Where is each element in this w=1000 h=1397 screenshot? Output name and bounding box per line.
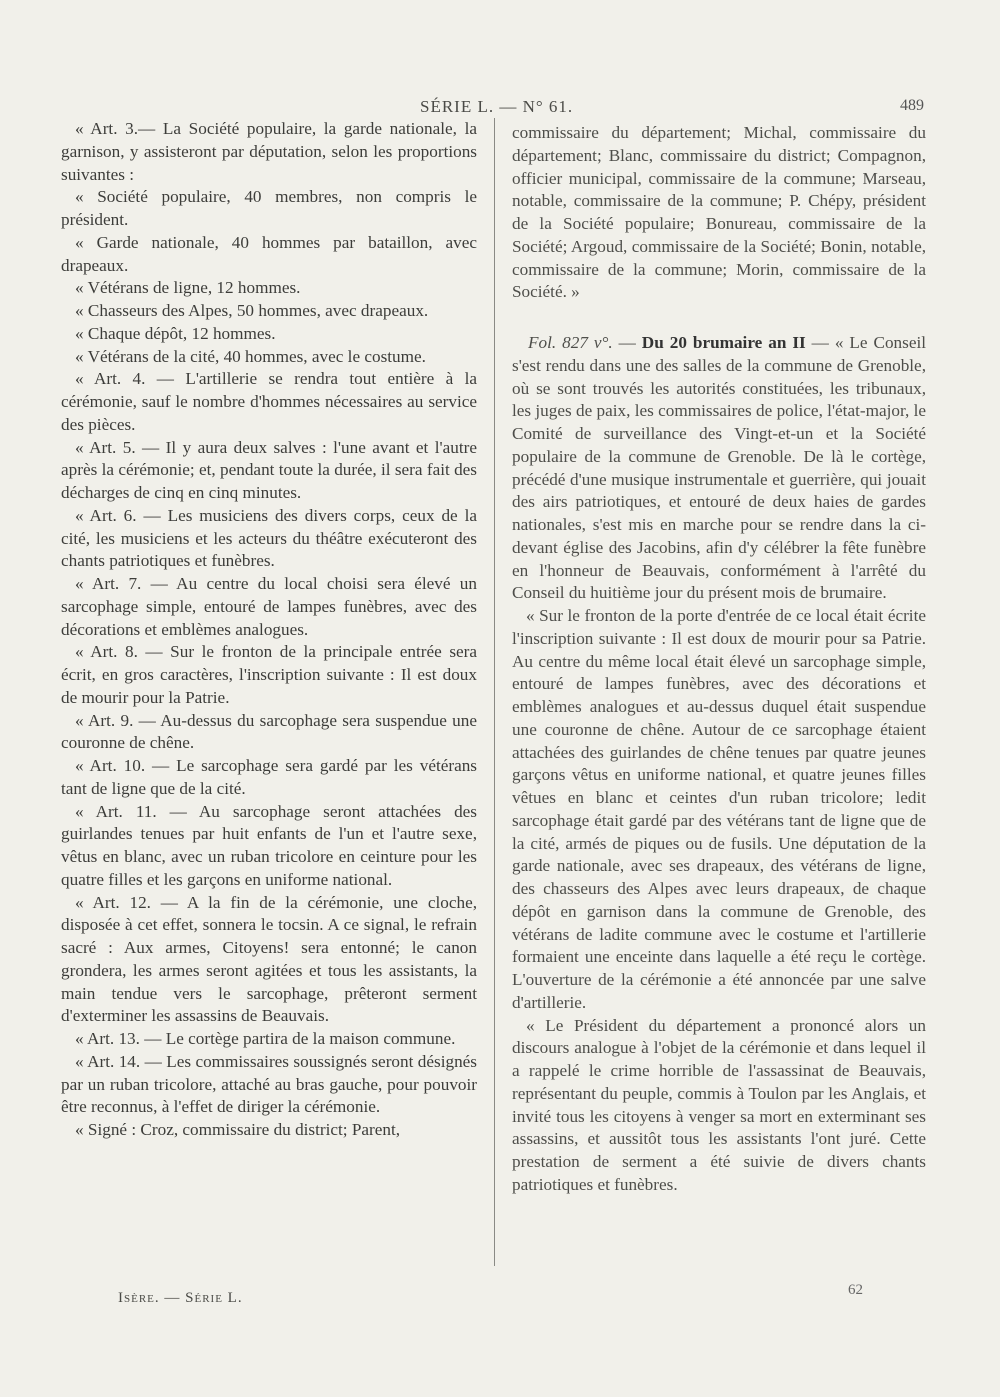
footer-series: Isère. — Série L. [118, 1290, 243, 1306]
paragraph: « Art. 13. — Le cortège partira de la maison commune. [75, 1029, 456, 1048]
continuation-paragraph: commissaire du département; Michal, commissaire du département; Blanc, commissaire du district; Compagnon, officier municipal, commissaire de la commune; Marseau, notable, commissaire de la commune; P. Chépy, président de la Société populaire; Bonureau, commissaire de la Société; Argoud, commissaire de la Société; Bonin, notable, commissaire de la commune; Morin, commissaire de la Société. » [512, 123, 926, 302]
paragraph: « Sur le fronton de la porte d'entrée de ce local était écrite l'inscription suivante : Il est doux de mourir pour sa Patrie. Au centre du même local était élevé un sarcophage simple, entouré de lampes funèbres, avec des décorations et emblèmes analogues et au-dessus duquel était suspendue une couronne de chêne. Autour de ce sarcophage étaient attachées des guirlandes de chêne tenues par quatre jeunes garçons vêtus en uniforme national, et quatre jeunes filles vêtues en blanc et ceintes d'un ruban tricolore; ledit sarcophage était gardé par des vétérans tant de ligne que de la cité, armés de piques ou de fusils. Une députation de la garde nationale, avec ses drapeaux, des vétérans de ligne, des chasseurs des Alpes avec leurs drapeaux, de chaque dépôt en garnison dans la commune de Grenoble, des vétérans de ladite commune avec le costume et l'artillerie formaient une enceinte dans laquelle a été reçu le cortège. L'ouverture de la cérémonie a été annoncée par une salve d'artillerie. [512, 606, 926, 1012]
paragraph: « Art. 5. — Il y aura deux salves : l'une avant et l'autre après la cérémonie; et, pendant toute la durée, il sera fait des décharges de cinq en cinq minutes. [61, 437, 477, 502]
right-column [512, 122, 926, 1197]
paragraph: « Signé : Croz, commissaire du district; Parent, [75, 1120, 401, 1139]
entry-text: « Le Conseil s'est rendu dans une des salles de la commune de Grenoble, où se sont trouvés les autorités constituées, les tribunaux, les juges de paix, les commissaires de police, l'état-major, le Comité de surveillance des Vingt-et-un et la Société populaire de la commune de Grenoble. De là le cortège, précédé d'une musique instrumentale et guerrière, qui jouait des airs patriotiques, et entouré de deux haies de gardes nationales, s'est mis en marche pour se rendre dans la ci-devant église des Jacobins, afin d'y célébrer la fête funèbre en l'honneur de Beauvais, conformément à l'arrêté du Conseil du huitième jour du présent mois de brumaire. [512, 333, 927, 603]
paragraph: « Art. 11. — Au sarcophage seront attachées des guirlandes tenues par huit enfants de l'un et l'autre sexe, vêtus en blanc, avec un ruban tricolore en ceinture pour les quatre filles et les garçons en uniforme national. [61, 801, 477, 889]
entry-date: Du 20 brumaire an II [641, 333, 806, 352]
paragraph: « Société populaire, 40 membres, non compris le président. [61, 187, 477, 229]
paragraph: « Art. 7. — Au centre du local choisi sera élevé un sarcophage simple, entouré de lampes funèbres, avec des décorations et emblèmes analogues. [61, 574, 477, 639]
paragraph: « Vétérans de la cité, 40 hommes, avec le costume. [75, 346, 426, 366]
footer-sheet-number: 62 [848, 1282, 863, 1298]
running-header: SÉRIE L. — N° 61. [420, 97, 574, 116]
paragraph: « Art. 10. — Le sarcophage sera gardé par les vétérans tant de ligne que de la cité. [61, 756, 477, 798]
paragraph: « Chaque dépôt, 12 hommes. [75, 323, 276, 343]
paragraph: « Art. 9. — Au-dessus du sarcophage sera suspendue une couronne de chêne. [61, 710, 477, 753]
paragraph: « Art. 8. — Sur le fronton de la principale entrée sera écrit, en gros caractères, l'inscription suivante : Il est doux de mourir pour la Patrie. [61, 642, 477, 707]
paragraph: « Art. 3.— La Société populaire, la garde nationale, la garnison, y assisteront par députation, selon les proportions suivantes : [61, 119, 477, 184]
page-number: 489 [900, 97, 924, 114]
left-column [61, 118, 477, 1142]
paragraph: « Chasseurs des Alpes, 50 hommes, avec drapeaux. [75, 301, 429, 320]
paragraph: « Vétérans de ligne, 12 hommes. [75, 278, 301, 298]
paragraph: « Art. 6. — Les musiciens des divers corps, ceux de la cité, les musiciens et les acteurs du théâtre exécuteront des chants patriotiques et funèbres. [61, 505, 477, 571]
folio-reference: Fol. 827 v°. [528, 333, 613, 352]
paragraph: « Art. 14. — Les commissaires soussignés seront désignés par un ruban tricolore, attaché au bras gauche, pour pouvoir être reconnus, à l'effet de diriger la cérémonie. [61, 1051, 477, 1117]
paragraph: « Art. 12. — A la fin de la cérémonie, une cloche, disposée à cet effet, sonnera le tocsin. A ce signal, le refrain sacré : Aux armes, Citoyens! sera entonné; le canon grondera, les armes seront agitées et tous les assistants, la main tendue vers le sarcophage, prêteront serment d'exterminer les assassins de Beauvais. [61, 892, 477, 1026]
paragraph: « Art. 4. — L'artillerie se rendra tout entière à la cérémonie, sauf le nombre d'hommes nécessaires au service des pièces. [61, 369, 477, 434]
paragraph: « Le Président du département a prononcé alors un discours analogue à l'objet de la cérémonie et dans lequel il a rappelé le crime horrible de l'assassinat de Beauvais, représentant du peuple, commis à Toulon par les Anglais, et invité tous les citoyens à venger sa mort en exterminant ses assassins, et aussitôt tous les assistants l'ont juré. Cette prestation de serment a été suivie de divers chants patriotiques et funèbres. [512, 1015, 926, 1194]
folio-entry: Fol. 827 v°. — Du 20 brumaire an II — « Le Conseil s'est rendu dans une des salles de la commune de Grenoble, où se sont trouvés les autorités constituées, les tribunaux, les juges de paix, les commissaires de police, l'état-major, le Comité de surveillance des Vingt-et-un et la Société populaire de la commune de Grenoble. De là le cortège, précédé d'une musique instrumentale et guerrière, qui jouait des airs patriotiques, et entouré de deux haies de gardes nationales, s'est mis en marche pour se rendre dans la ci-devant église des Jacobins, afin d'y célébrer la fête funèbre en l'honneur de Beauvais, conformément à l'arrêté du Conseil du huitième jour du présent mois de brumaire. [512, 333, 927, 603]
column-divider [494, 118, 495, 1266]
paragraph: « Garde nationale, 40 hommes par bataillon, avec drapeaux. [61, 232, 477, 275]
